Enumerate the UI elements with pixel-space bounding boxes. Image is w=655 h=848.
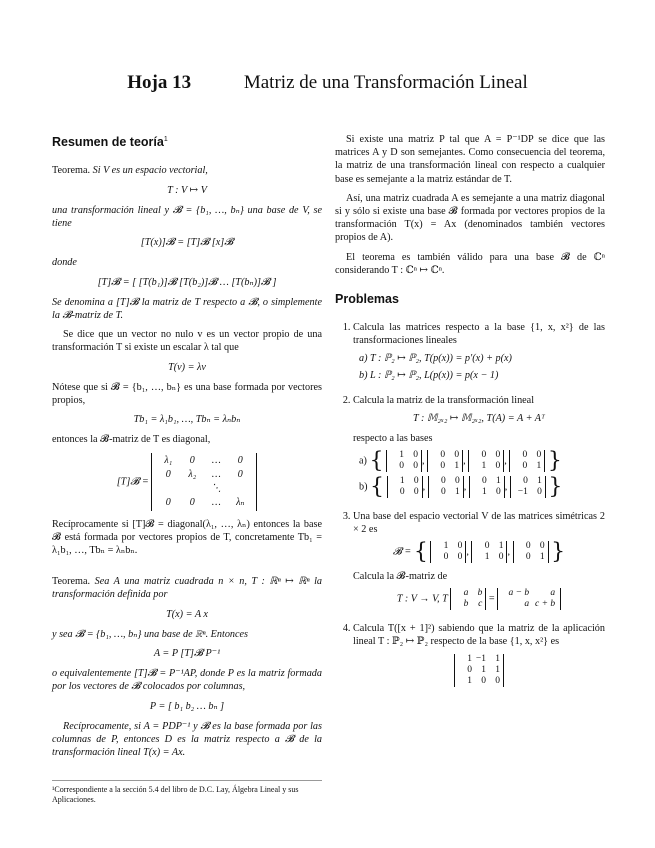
theorem-1-intro: Teorema. Si V es un espacio vectorial, xyxy=(52,165,208,177)
theorem-1-donde: donde xyxy=(52,257,77,269)
problem-2b: b) { 1 0 0 0 , 0 0 0 1 , 0 1 1 0 , 0 1 −1 0 } xyxy=(359,474,563,500)
problem-3: 3. Una base del espacio vectorial V de las matrices simétricas 2 × 2 es 𝓑 = { 1 0 0 0 , 0 1 1 0 , 0 0 0 1 } Calcula la 𝓑-matriz de T : V → V, T a b b c = a − b a a c + b xyxy=(353,510,605,611)
left-column xyxy=(52,133,322,765)
problem-1a: a) T : ℙ₂ ↦ ℙ₂, T(p(x)) = p′(x) + p(x) xyxy=(359,352,512,364)
theorem-1-eq1: T : V ↦ V xyxy=(167,184,207,196)
theorem-2-eq1: T(x) = A x xyxy=(166,608,208,620)
theorem-2-eq2: A = P [T]𝓑 P⁻¹ xyxy=(153,648,221,660)
problems-heading: Problemas xyxy=(335,292,399,307)
theory-heading: Resumen de teoría$^1$ xyxy=(52,135,168,150)
diagonal-matrix: λ₁ 0 … 0 0 λ₂ … 0 ⋱ 0 0 … λₙ xyxy=(151,453,257,511)
problem-4-matrix: 1 −1 1 0 1 1 1 0 0 xyxy=(353,654,605,687)
problem-3-calc: Calcula la 𝓑-matriz de xyxy=(353,571,448,583)
diagonal-text: entonces la 𝓑-matriz de T es diagonal, xyxy=(52,434,211,446)
theorem-2-intro: Teorema. Sea A una matriz cuadrada n × n, T : ℝⁿ ↦ ℝⁿ la transformación definida por xyxy=(52,576,323,601)
reciprocal-text: Recíprocamente si [T]𝓑 = diagonal(λ₁, …, λₙ) entonces la base 𝓑 está formada por vectores propios de T, concretamente Tb₁ = λ₁b₁, …, Tbₙ = λₙbₙ. xyxy=(52,518,322,557)
eigenvector-eq: T(v) = λv xyxy=(168,361,206,373)
note-text: Nótese que si 𝓑 = {b₁, …, bₙ} es una base formada por vectores propios, xyxy=(52,381,322,406)
problem-2-bases: respecto a las bases xyxy=(353,433,433,445)
theorem-2-text3: o equivalentemente [T]𝓑 = P⁻¹AP, donde P es la matriz formada por los vectores de 𝓑 colocados por columnas, xyxy=(52,668,322,693)
theorem-1-eq3: [T]𝓑 = [ [T(b₁)]𝓑 [T(b₂)]𝓑 … [T(bₙ)]𝓑 ] xyxy=(97,276,277,288)
theorem-2-text2: y sea 𝓑 = {b₁, …, bₙ} una base de ℝⁿ. Entonces xyxy=(52,628,249,640)
problem-1b: b) L : ℙ₂ ↦ ℙ₂, L(p(x)) = p(x − 1) xyxy=(359,369,499,381)
sheet-number: Hoja 13 xyxy=(127,72,192,93)
similarity-text: Si existe una matriz P tal que A = P⁻¹DP se dice que las matrices A y D son semejantes. Como consecuencia del teorema, la matriz de una transformación lineal con respecto a cualquier base es semejante a la matriz estándar de T. xyxy=(335,134,605,185)
eigenvector-definition: Se dice que un vector no nulo v es un vector propio de una transformación T si existe un escalar λ tal que xyxy=(52,329,322,354)
problem-1: 1. Calcula las matrices respecto a la base {1, x, x²} de las transformaciones lineales a) T : ℙ₂ ↦ ℙ₂, T(p(x)) = p′(x) + p(x) b) L : ℙ₂ ↦ ℙ₂, L(p(x)) = p(x − 1) xyxy=(353,321,605,382)
problem-3-basis: 𝓑 = { 1 0 0 0 , 0 1 1 0 , 0 0 0 1 } xyxy=(392,539,566,565)
theorem-2-eq3: P = [ b₁ b₂ … bₙ ] xyxy=(149,700,225,712)
right-column xyxy=(335,133,605,699)
problems-list xyxy=(335,321,605,686)
footnote: ¹Correspondiente a la sección 5.4 del libro de D.C. Lay, Álgebra Lineal y sus Aplicaciones. xyxy=(52,780,322,805)
problem-2a: a) { 1 0 0 0 , 0 0 0 1 , 0 0 1 0 , 0 0 0 1 } xyxy=(359,448,562,474)
problem-2: 2. Calcula la matriz de la transformación lineal T : 𝕄₂ₓ₂ ↦ 𝕄₂ₓ₂, T(A) = A + Aᵀ respecto a las bases a) { 1 0 0 0 , 0 0 0 1 , 0 0 1 0 , 0 0 0 1 } b) { 1 0 0 0 , 0 0 0 1 , 0 1 1 0 , 0 1 −1 0 } xyxy=(353,394,605,498)
theorem-2-text4: Recíprocamente, si A = PDP⁻¹ y 𝓑 es la base formada por las columnas de P, entonces D es la matriz respecto a 𝓑 de la transformación lineal T(x) = Ax. xyxy=(52,720,322,759)
complex-text: El teorema es también válido para una base 𝓑 de ℂⁿ considerando T : ℂⁿ ↦ ℂⁿ. xyxy=(335,251,605,276)
diagonalizable-text: Así, una matriz cuadrada A es semejante a una matriz diagonal si y sólo si existe una base 𝓑 formada por vectores propios de la transformación T(x) = Ax (denominados también vectores propios de A). xyxy=(335,192,605,244)
page-header xyxy=(0,72,655,94)
problem-3-eq: T : V → V, T a b b c = a − b a a c + b xyxy=(353,588,605,610)
theorem-1-text2: una transformación lineal y 𝓑 = {b₁, …, bₙ} una base de V, se tiene xyxy=(52,204,322,229)
problem-4: 4. Calcula T([x + 1]²) sabiendo que la matriz de la aplicación lineal T : ℙ₂ ↦ ℙ₂ respecto de la base {1, x, x²} es 1 −1 1 0 1 1 1 0 0 xyxy=(353,622,605,686)
theorem-1-text3: Se denomina a [T]𝓑 la matriz de T respecto a 𝓑, o simplemente la 𝓑-matriz de T. xyxy=(52,296,322,321)
problem-2-eq: T : 𝕄₂ₓ₂ ↦ 𝕄₂ₓ₂, T(A) = A + Aᵀ xyxy=(413,413,545,425)
sheet-title: Matriz de una Transformación Lineal xyxy=(243,72,528,93)
theorem-1-eq2: [T(x)]𝓑 = [T]𝓑 [x]𝓑 xyxy=(140,237,234,249)
note-eq: Tb₁ = λ₁b₁, …, Tbₙ = λₙbₙ xyxy=(133,414,241,426)
diagonal-matrix-eq: [T]𝓑 = λ₁ 0 … 0 0 λ₂ … 0 ⋱ 0 0 … λₙ xyxy=(52,453,322,511)
